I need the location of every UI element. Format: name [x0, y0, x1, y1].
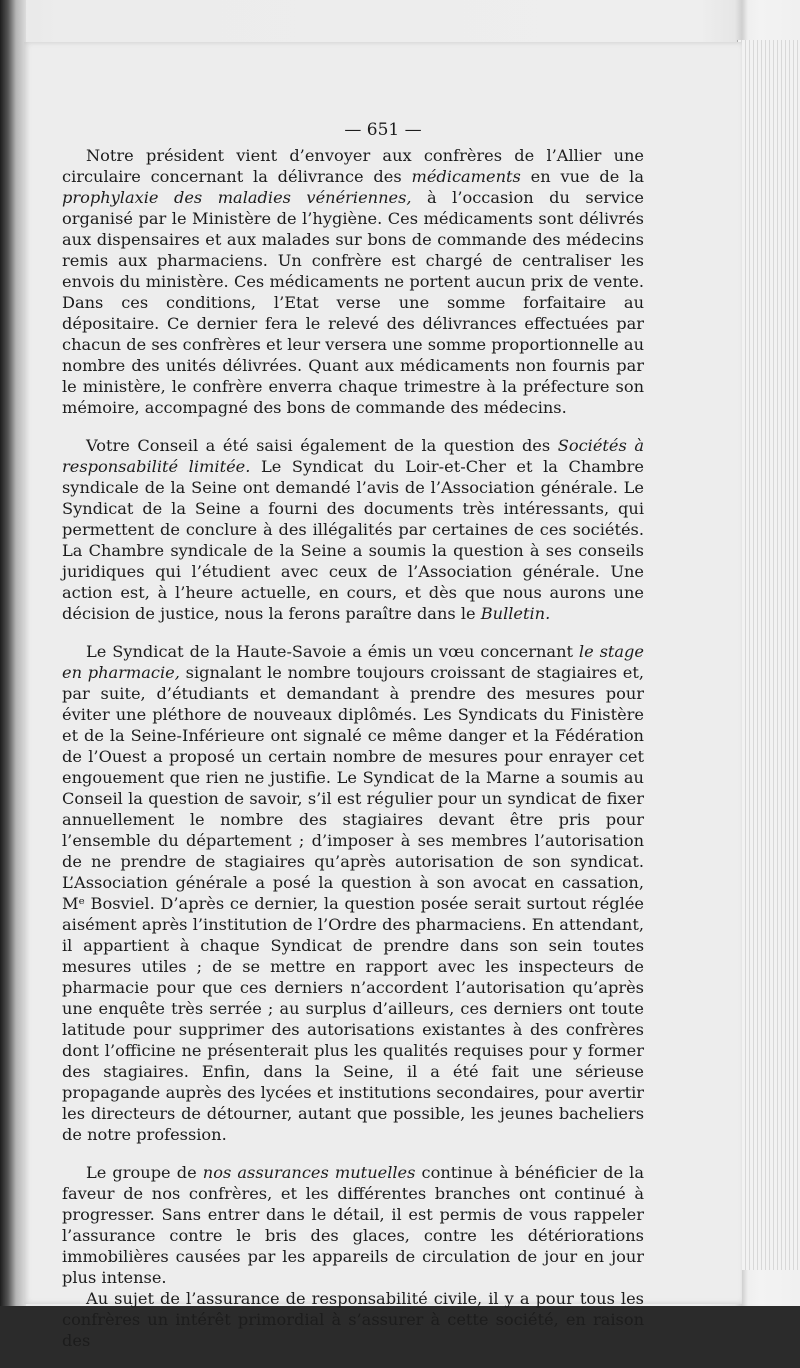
- text-run: Le groupe de: [86, 1163, 203, 1182]
- italic-text: prophylaxie des maladies vénériennes,: [62, 188, 412, 207]
- text-run: continue à bénéficier de la faveur de nos confrères, et les différentes branches ont continué à progresser. Sans entrer dans le détail, il est permis de vous rappeler l’assurance contre le bris des glaces, contre les détériorations immobilières causées par les appareils de circulation de jour en jour plus intense.: [62, 1163, 644, 1287]
- text-run: Au sujet de l’assurance de responsabilité civile, il y a pour tous les confrères un intérêt primordial à s’assurer à cette société, en raison des: [62, 1289, 644, 1350]
- text-run: Votre Conseil a été saisi également de la question des: [86, 436, 558, 455]
- italic-text: Bulletin.: [480, 604, 551, 623]
- paragraph-responsabilite: [62, 1288, 644, 1351]
- paragraph-societes: [62, 435, 644, 624]
- text-run: signalant le nombre toujours croissant de stagiaires et, par suite, d’étudiants et demandant à prendre des mesures pour éviter une pléthore de nouveaux diplômés. Les Syndicats du Finistère et de la Seine-Inférieure ont signalé ce même danger et la Fédération de l’Ouest a proposé un certain nombre de mesures pour enrayer cet engouement que rien ne justifie. Le Syndicat de la Marne a soumis au Conseil la question de savoir, s’il est régulier pour un syndicat de fixer annuellement le nombre des stagiaires devant être pris pour l’ensemble du département ; d’imposer à ses membres l’autorisation de ne prendre de stagiaires qu’après autorisation de son syndicat. L’Association générale a posé la question à son avocat en cassation, Mᵉ Bosviel. D’après ce dernier, la question posée serait surtout réglée aisément après l’institution de l’Ordre des pharmaciens. En attendant, il appartient à chaque Syndicat de prendre dans son sein toutes mesures utiles ; de se mettre en rapport avec les inspecteurs de pharmacie pour que ces derniers n’accordent l’autorisation qu’après une enquête très serrée ; au surplus d’ailleurs, ces derniers ont toute latitude pour supprimer des autorisations existantes à des confrères dont l’officine ne présenterait plus les qualités requises pour y former des stagiaires. Enfin, dans la Seine, il a été fait une sérieuse propagande auprès des lycées et institutions secondaires, pour avertir les directeurs de détourner, autant que possible, les jeunes bacheliers de notre profession.: [62, 663, 645, 1144]
- text-run: en vue de la: [520, 167, 644, 186]
- italic-text: Sociétés à responsabilité limitée.: [62, 436, 644, 476]
- text-run: à l’occasion du service organisé par le Ministère de l’hygiène. Ces médicaments sont délivrés aux dispensaires et aux malades sur bons de commande des médecins remis aux pharmaciens. Un confrère est chargé de centraliser les envois du ministère. Ces médicaments ne portent aucun prix de vente. Dans ces conditions, l’Etat verse une somme forfaitaire au dépositaire. Ce dernier fera le relevé des délivrances effectuées par chacun de ses confrères et leur versera une somme proportionnelle au nombre des unités délivrées. Quant aux médicaments non fournis par le ministère, le confrère enverra chaque trimestre à la préfecture son mémoire, accompagné des bons de commande des médecins.: [62, 188, 644, 417]
- text-run: Le Syndicat de la Haute-Savoie a émis un vœu concernant: [86, 642, 579, 661]
- page-number: — 651 —: [344, 120, 422, 140]
- page-sheet: [24, 42, 742, 1350]
- paragraph-prophylaxie: [62, 145, 644, 418]
- paragraph-assurances: [62, 1162, 644, 1288]
- text-run: Notre président vient d’envoyer aux confrères de l’Allier une circulaire concernant la délivrance des: [62, 146, 644, 186]
- paragraph-stage: [62, 641, 644, 1145]
- italic-text: nos assurances mutuelles: [202, 1163, 416, 1182]
- italic-text: médicaments: [411, 167, 521, 186]
- body-text: [62, 145, 644, 1368]
- page-stack-edge: [737, 40, 800, 1270]
- book-binding-edge: [0, 0, 26, 1306]
- text-run: Le Syndicat du Loir-et-Cher et la Chambre syndicale de la Seine ont demandé l’avis de l’Association générale. Le Syndicat de la Seine a fourni des documents très intéressants, qui permettent de conclure à des illégalités par certaines de ces sociétés. La Chambre syndicale de la Seine a soumis la question à ses conseils juridiques qui l’étudient avec ceux de l’Association générale. Une action est, à l’heure actuelle, en cours, et dès que nous aurons une décision de justice, nous la ferons paraître dans le: [62, 457, 644, 623]
- italic-text: le stage en pharmacie,: [62, 642, 644, 682]
